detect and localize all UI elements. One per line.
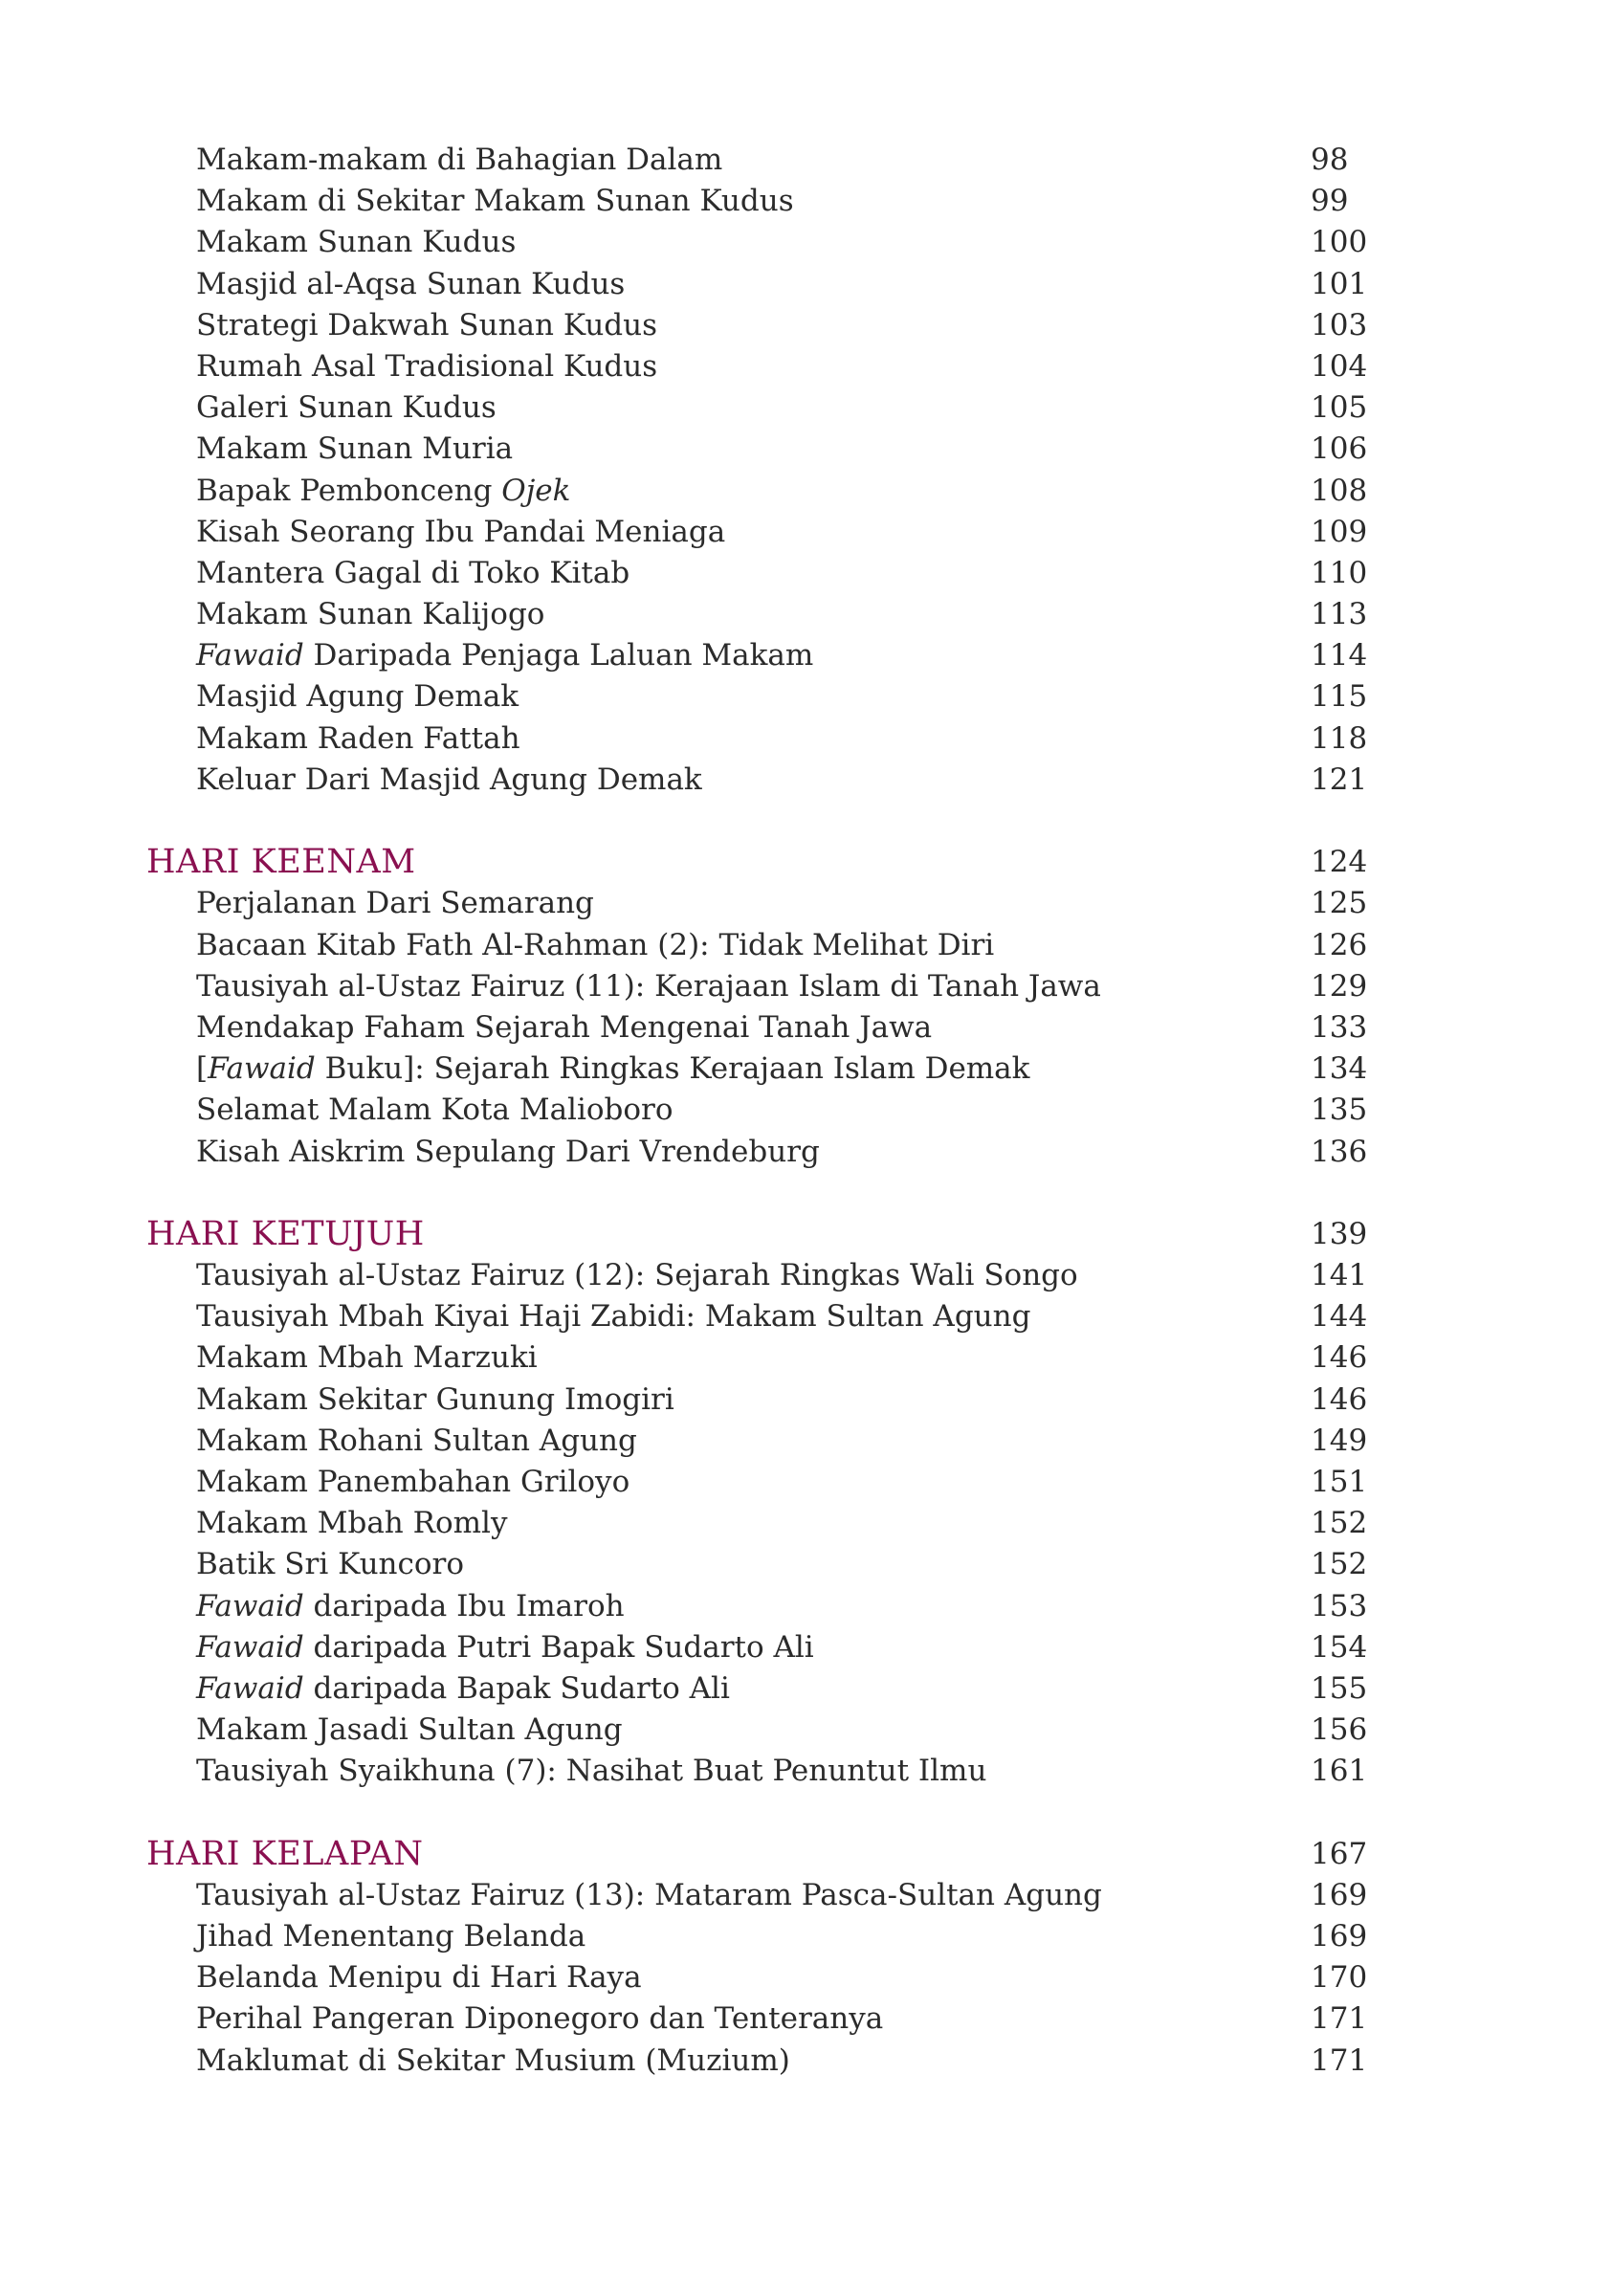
toc-entry (0, 222, 1612, 263)
toc-entry-title (196, 181, 794, 222)
toc-entry-page: 133 (1311, 1009, 1368, 1045)
toc-entry-text: Makam Mbah Romly (196, 1506, 508, 1541)
toc-entry (0, 429, 1612, 470)
toc-entry-text: Selamat Malam Kota Malioboro (196, 1093, 674, 1128)
toc-entry-page: 146 (1311, 1381, 1368, 1417)
toc-entry (0, 1296, 1612, 1337)
toc-entry-title (196, 1916, 585, 1957)
toc-entry-page: 110 (1311, 555, 1368, 590)
toc-entry-page: 153 (1311, 1588, 1368, 1623)
section-gap (0, 801, 1612, 842)
toc-entry-title (196, 553, 629, 594)
toc-entry-text: Masjid Agung Demak (196, 679, 519, 715)
toc-entry-text: Batik Sri Kuncoro (196, 1547, 465, 1582)
toc-entry-title (196, 635, 813, 676)
toc-entry-text: Belanda Menipu di Hari Raya (196, 1960, 642, 1996)
toc-entry-text: Jihad Menentang Belanda (196, 1919, 586, 1954)
toc-entry (0, 1337, 1612, 1379)
toc-entry (0, 305, 1612, 346)
toc-entry-title (196, 1132, 820, 1173)
toc-entry (0, 1916, 1612, 1957)
toc-entry-text: Masjid al-Aqsa Sunan Kudus (196, 266, 626, 301)
section-gap (0, 1793, 1612, 1834)
toc-entry-title (196, 305, 657, 346)
toc-entry-text: Makam Sekitar Gunung Imogiri (196, 1381, 674, 1417)
toc-entry-italic-text: Fawaid (196, 1629, 304, 1665)
toc-entry-title (196, 1462, 629, 1503)
toc-entry-text: Mendakap Faham Sejarah Mengenai Tanah Jawa (196, 1009, 933, 1045)
toc-entry-text: daripada Ibu Imaroh (303, 1588, 625, 1623)
toc-entry-page: 113 (1311, 597, 1368, 632)
toc-entry-page: 98 (1311, 143, 1349, 177)
toc-entry-title (196, 1544, 464, 1585)
toc-entry-text: Bacaan Kitab Fath Al-Rahman (2): Tidak Melihat Diri (196, 927, 995, 962)
toc-entry-text: Makam Panembahan Griloyo (196, 1465, 630, 1499)
toc-entry (0, 264, 1612, 305)
toc-entry (0, 718, 1612, 760)
toc-entry (0, 760, 1612, 801)
toc-entry-title (196, 264, 625, 305)
section-heading-page: 139 (1311, 1216, 1368, 1251)
section-heading (0, 1834, 1612, 1875)
toc-entry-page: 146 (1311, 1340, 1368, 1376)
toc-entry (0, 1503, 1612, 1544)
toc-entry-page: 149 (1311, 1423, 1368, 1458)
toc-entry-page: 161 (1311, 1754, 1368, 1789)
toc-entry-text: Rumah Asal Tradisional Kudus (196, 348, 658, 384)
toc-entry-title (196, 676, 519, 718)
toc-entry-title (196, 1627, 814, 1668)
toc-entry-italic-text: Fawaid (196, 1670, 304, 1706)
section-heading-page: 167 (1311, 1836, 1368, 1871)
toc-entry-text: Makam Raden Fattah (196, 720, 520, 756)
toc-entry (0, 676, 1612, 718)
toc-entry-title (196, 1875, 1102, 1916)
toc-entry-page: 103 (1311, 307, 1368, 342)
toc-entry-text: Maklumat di Sekitar Musium (Muzium) (196, 2042, 790, 2078)
toc-entry-title (196, 222, 516, 263)
toc-entry (0, 1049, 1612, 1090)
toc-entry-page: 108 (1311, 473, 1368, 508)
toc-entry-text: Perihal Pangeran Diponegoro dan Tenteranya (196, 2001, 884, 2037)
toc-entry (0, 1957, 1612, 1998)
toc-entry (0, 1627, 1612, 1668)
toc-entry (0, 1132, 1612, 1173)
toc-entry-text: Makam di Sekitar Makam Sunan Kudus (196, 184, 794, 219)
toc-entry-page: 152 (1311, 1506, 1368, 1541)
toc-entry-page: 136 (1311, 1134, 1368, 1169)
toc-entry (0, 181, 1612, 222)
toc-entry-text: daripada Bapak Sudarto Ali (303, 1670, 730, 1706)
toc-entry-text: Bapak Pembonceng (196, 473, 502, 508)
toc-entry-text: Kisah Seorang Ibu Pandai Meniaga (196, 514, 726, 549)
section-heading-page: 124 (1311, 845, 1368, 880)
toc-entry-title (196, 1751, 986, 1792)
section-heading-title: HARI KELAPAN (146, 1834, 424, 1873)
toc-entry (0, 1007, 1612, 1049)
toc-entry-page: 105 (1311, 390, 1368, 426)
toc-entry-text: Strategi Dakwah Sunan Kudus (196, 307, 657, 342)
toc-entry-text: Buku]: Sejarah Ringkas Kerajaan Islam Demak (315, 1051, 1030, 1087)
toc-entry (0, 140, 1612, 181)
toc-entry-page: 126 (1311, 927, 1368, 962)
toc-entry-title (196, 1998, 883, 2040)
toc-entry-page: 129 (1311, 968, 1368, 1004)
toc-entry (0, 1586, 1612, 1627)
toc-entry-page: 100 (1311, 225, 1368, 260)
toc-entry-title (196, 1421, 637, 1462)
toc-entry (0, 1751, 1612, 1792)
toc-entry-text: Makam-makam di Bahagian Dalam (196, 143, 723, 177)
toc-entry-text: Galeri Sunan Kudus (196, 390, 497, 426)
toc-entry-page: 141 (1311, 1258, 1368, 1293)
toc-entry-page: 104 (1311, 348, 1368, 384)
toc-entry-text: Makam Jasadi Sultan Agung (196, 1712, 623, 1748)
toc-entry-text: Mantera Gagal di Toko Kitab (196, 555, 630, 590)
toc-entry-title (196, 760, 702, 801)
toc-entry-text: Tausiyah al-Ustaz Fairuz (12): Sejarah Ringkas Wali Songo (196, 1258, 1078, 1293)
toc-entry-page: 144 (1311, 1299, 1368, 1335)
toc-entry (0, 1380, 1612, 1421)
section-gap (0, 1173, 1612, 1214)
toc-entry (0, 1998, 1612, 2040)
section-heading-title: HARI KETUJUH (146, 1214, 425, 1253)
toc-entry-italic-text: Ojek (501, 473, 571, 508)
toc-entry-text: Tausiyah al-Ustaz Fairuz (13): Mataram Pasca-Sultan Agung (196, 1877, 1102, 1912)
toc-entry (0, 1421, 1612, 1462)
toc-entry (0, 471, 1612, 512)
toc-entry-page: 169 (1311, 1919, 1368, 1954)
toc-entry-title (196, 1710, 623, 1751)
toc-entry-title (196, 1503, 507, 1544)
table-of-contents (0, 140, 1612, 2082)
toc-entry-page: 151 (1311, 1465, 1368, 1499)
toc-entry-page: 109 (1311, 514, 1368, 549)
toc-entry-title (196, 966, 1101, 1007)
toc-entry-text: Daripada Penjaga Laluan Makam (303, 638, 814, 673)
toc-entry-title (196, 1337, 538, 1379)
toc-entry-title (196, 471, 570, 512)
toc-entry-title (196, 925, 994, 966)
toc-entry-page: 118 (1311, 720, 1368, 756)
toc-entry (0, 925, 1612, 966)
toc-entry-title (196, 512, 725, 553)
toc-entry-title (196, 1007, 932, 1049)
toc-entry-text: Kisah Aiskrim Sepulang Dari Vrendeburg (196, 1134, 820, 1169)
toc-entry-title (196, 883, 594, 924)
toc-entry-title (196, 1586, 625, 1627)
section-heading-title: HARI KEENAM (146, 843, 416, 882)
section-heading (0, 1214, 1612, 1255)
toc-entry-title (196, 1668, 730, 1710)
toc-entry-page: 154 (1311, 1629, 1368, 1665)
toc-entry-title (196, 718, 520, 760)
toc-entry-page: 155 (1311, 1670, 1368, 1706)
toc-entry (0, 1668, 1612, 1710)
toc-entry (0, 594, 1612, 635)
toc-entry (0, 1090, 1612, 1131)
toc-entry-text: [ (196, 1051, 209, 1087)
toc-entry-title (196, 1049, 1029, 1090)
toc-entry-title (196, 2041, 790, 2082)
toc-entry-title (196, 1090, 674, 1131)
toc-entry-page: 101 (1311, 266, 1368, 301)
toc-entry-page: 114 (1311, 638, 1368, 673)
section-heading (0, 842, 1612, 883)
toc-entry-title (196, 594, 544, 635)
toc-entry (0, 1875, 1612, 1916)
toc-entry (0, 512, 1612, 553)
toc-entry-page: 170 (1311, 1960, 1368, 1996)
toc-entry-text: Makam Sunan Muria (196, 431, 514, 467)
toc-entry-page: 135 (1311, 1093, 1368, 1128)
toc-entry (0, 1544, 1612, 1585)
toc-entry-page: 171 (1311, 2001, 1368, 2037)
toc-entry-title (196, 1255, 1078, 1296)
toc-entry-page: 156 (1311, 1712, 1368, 1748)
toc-entry-italic-text: Fawaid (196, 1588, 304, 1623)
toc-entry-text: Tausiyah al-Ustaz Fairuz (11): Kerajaan Islam di Tanah Jawa (196, 968, 1101, 1004)
toc-entry-title (196, 429, 513, 470)
toc-entry-text: Keluar Dari Masjid Agung Demak (196, 762, 702, 797)
toc-entry (0, 346, 1612, 387)
toc-entry (0, 1462, 1612, 1503)
toc-entry-page: 134 (1311, 1051, 1368, 1087)
toc-entry-text: Tausiyah Mbah Kiyai Haji Zabidi: Makam Sultan Agung (196, 1299, 1031, 1335)
toc-entry-text: Makam Sunan Kudus (196, 225, 517, 260)
toc-entry (0, 966, 1612, 1007)
toc-entry-page: 115 (1311, 679, 1368, 715)
toc-entry (0, 1710, 1612, 1751)
toc-entry-text: daripada Putri Bapak Sudarto Ali (303, 1629, 814, 1665)
toc-entry-page: 152 (1311, 1547, 1368, 1582)
toc-entry (0, 553, 1612, 594)
toc-entry-page: 99 (1311, 184, 1349, 219)
toc-entry (0, 883, 1612, 924)
toc-entry-italic-text: Fawaid (196, 638, 304, 673)
toc-entry-page: 106 (1311, 431, 1368, 467)
toc-entry-title (196, 1380, 674, 1421)
toc-entry-page: 125 (1311, 886, 1368, 921)
toc-entry (0, 387, 1612, 429)
toc-entry (0, 1255, 1612, 1296)
toc-entry (0, 635, 1612, 676)
toc-entry-page: 171 (1311, 2042, 1368, 2078)
toc-entry-title (196, 1296, 1030, 1337)
toc-entry-title (196, 346, 657, 387)
toc-entry-page: 121 (1311, 762, 1368, 797)
toc-entry (0, 2041, 1612, 2082)
toc-entry-text: Makam Mbah Marzuki (196, 1340, 538, 1376)
toc-entry-title (196, 1957, 642, 1998)
toc-entry-text: Tausiyah Syaikhuna (7): Nasihat Buat Penuntut Ilmu (196, 1754, 987, 1789)
toc-entry-text: Perjalanan Dari Semarang (196, 886, 594, 921)
toc-entry-text: Makam Rohani Sultan Agung (196, 1423, 637, 1458)
toc-entry-italic-text: Fawaid (208, 1051, 316, 1087)
toc-entry-page: 169 (1311, 1877, 1368, 1912)
toc-entry-title (196, 140, 722, 181)
toc-entry-text: Makam Sunan Kalijogo (196, 597, 545, 632)
toc-entry-title (196, 387, 497, 429)
